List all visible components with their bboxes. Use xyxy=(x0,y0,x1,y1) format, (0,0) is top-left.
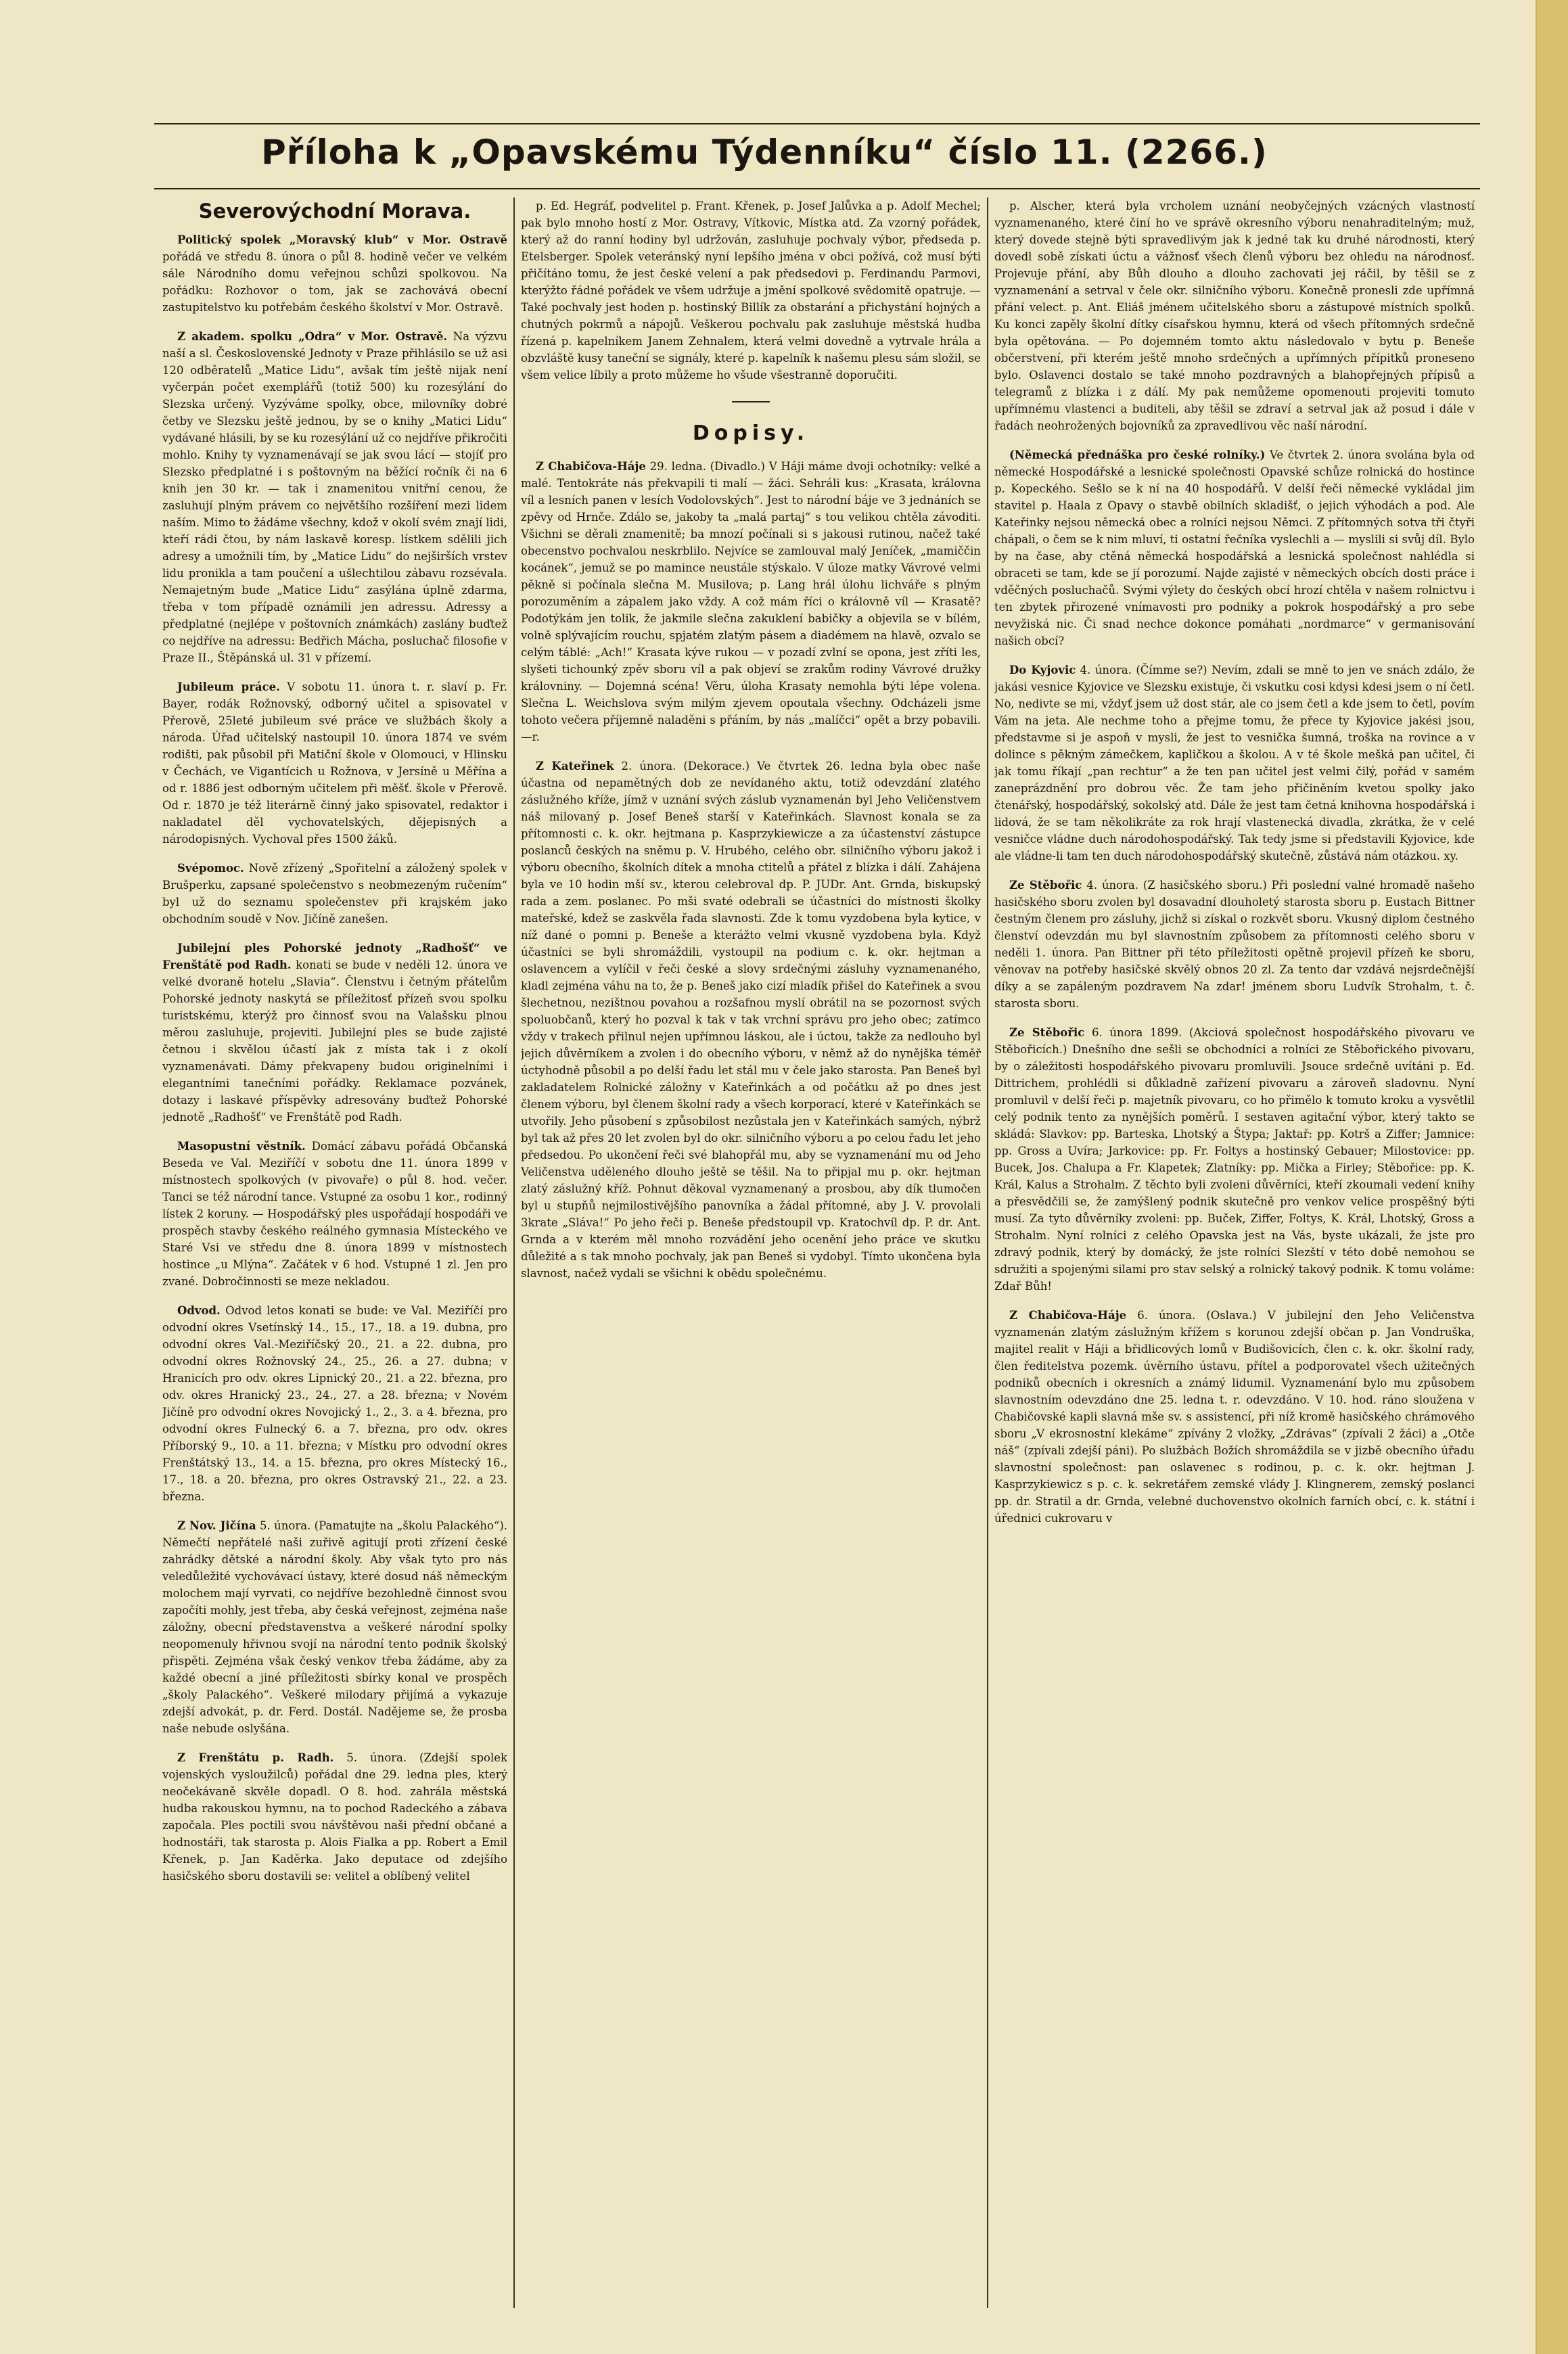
article-lead: Ze Stěbořic xyxy=(1009,879,1082,892)
article-text: 5. února. (Pamatujte na „školu Palackého“). Němečtí nepřátelé naši zuřivě agitují proti zřízení české zahrádky dětské a národní školy. Aby však tyto pro nás veledůležité vychovávací ústavy, které dosud náš německým molochem mají vyrvati, co nejdříve bezohledně činnost svou započíti mohly, jest třeba, aby česká veřejnost, zejména naše záložny, obecní představenstva a veškeré národní spolky neopomenuly hřivnou svojí na národní tento podnik školský přispěti. Zejména však český venkov třeba žádáme, aby za každé obecní a jiné příležitosti sbírky konal ve prospěch „školy Palackého“. Veškeré milodary přijímá a vykazuje zdejší advokát, p. dr. Ferd. Dostál. Nadějeme se, že prosba naše nebude oslyšána. xyxy=(162,1519,507,1735)
article-lead: Z Nov. Jičína xyxy=(177,1519,256,1532)
column-divider-1 xyxy=(513,198,515,2308)
section-title-severovychodni-morava: Severovýchodní Morava. xyxy=(198,200,471,223)
column-1 xyxy=(162,198,507,2308)
article-paragraph xyxy=(994,662,1475,864)
article-text: Na výzvu naší a sl. Československé Jednoty v Praze přihlásilo se už asi 120 odběratelů „Matice Lidu“, avšak tím ještě nijak není vyčerpán počet exemplářů (totiž 500) ku rozesýlání do Slezska určený. Vyzýváme spolky, obce, milovníky dobré četby ve Slezsku ještě jednou, by se o knihy „Matici Lidu“ vydávané hlásili, by se ku rozesýlání už co nejdříve přikročiti mohlo. Knihy ty vyznamenávají se jak svou lácí — stojíť pro Slezsko předplatné i s poštovným na běžící ročník či na 6 knih jen 30 kr. — tak i znamenitou vnitřní cenou, že zasluhují plným právem co největšího rozšíření mezi lidem naším. Mimo to žádáme všechny, kdož v okolí svém znají lidi, kteří rádi čtou, by nám laskavě koresp. lístkem sdělili jich adresy a umožnili tím, by „Matice Lidu“ do nejširších vrstev lidu pronikla a tam poučení a ušlechtilou zábavu rozsévala. Nemajetným bude „Matice Lidu“ zasýlána úplně zdarma, třeba v tom případě oznámili jen adressu. Adressy a předplatné (nejlépe v poštovních známkách) zaslány buďtež co nejdříve na adressu: Bedřich Mácha, posluchač filosofie v Praze II., Štěpánská ul. 31 v přízemí. xyxy=(162,330,507,664)
article-paragraph xyxy=(521,758,981,1282)
article-lead: Masopustní věstník. xyxy=(177,1140,306,1153)
column-3-articles xyxy=(994,198,1475,1527)
article-gap xyxy=(994,1295,1475,1307)
article-text: 5. února. (Zdejší spolek vojenských vysloužilců) pořádal dne 29. ledna ples, který neočekávaně skvěle dopadl. O 8. hod. zahrála městská hudba rakouskou hymnu, na to pochod Radeckého a zábava započala. Ples poctili svou návštěvou naši přední občané a hodnostáři, tak starosta p. Alois Fialka a pp. Robert a Emil Křenek, p. Jan Kaděrka. Jako deputace od zdejšího hasičského sboru dostavili se: velitel a oblíbený velitel xyxy=(162,1751,507,1883)
article-text: Ve čtvrtek 2. února svolána byla od německé Hospodářské a lesnické společnosti Opavské schůze rolnická do hostince p. Kopeckého. Sešlo se k ní na 40 hospodářů. V delší řeči německé vykládal jim stavitel p. Haala z Opavy o stavbě obilních skladišť, o jejich výhodách a pod. Ale Kateřinky nejsou německá obec a rolníci nejsou Němci. Z přítomných sotva tři čtyři chápali, o čem se k nim mluví, ti ostatní řečníka vyslechli a — myslili si svůj díl. Bylo by na čase, aby ctěná německá hospodářská a lesnická společnost nahlédla si obraceti se tam, kde se jí porozumí. Najde zajisté v německých obcích dosti práce i vděčných posluchačů. Svými výlety do českých obcí hrozí chtěla v našem rolnictvu i ten zbytek přirozené vnímavosti pro podniky a pokrok hospodářský a pro sebe nevyžiská nic. Či snad nechce dokonce pomáhati „nordmarce“ v germanisování našich obcí? xyxy=(994,448,1475,647)
page-heading: Příloha k „Opavskému Týdenníku“ číslo 11. (2266.) xyxy=(261,133,1268,172)
column-2 xyxy=(521,198,981,2308)
article-lead: Z Chabičova-Háje xyxy=(536,460,646,473)
article-text: 6. února. (Oslava.) V jubilejní den Jeho Veličenstva vyznamenán zlatým záslužným křížem s korunou zdejší občan p. Jan Vondruška, majitel realit v Háji a břidlicových lomů v Budišovicích, člen c. k. okr. školní rady, člen ředitelstva pozemk. úvěrního ústavu, přítel a podporovatel všech užitečných podniků obecních i okresních a známý lidumil. Vyznamenání bylo mu způsobem slavnostním odevzdáno dne 25. ledna t. r. odevzdáno. V 10. hod. ráno sloužena v Chabičovské kapli slavná mše sv. s assistencí, při níž kromě hasičského chrámového sboru „V ekrosnostní klekáme“ zpívány 2 vložky, „Zdrávas“ (zpívali 2 žáci) a „Otče náš“ (zpívali zdejší páni). Po službách Božích shromáždila se v jizbě obecního úřadu slavnostní společnost: pan oslavenec s rodinou, p. c. k. okr. hejtman J. Kasprzykiewicz s p. c. k. sekretářem zemské vlády J. Klingnerem, zemský poslanci pp. dr. Stratil a dr. Grnda, velebné duchovenstvo okolních farních obcí, c. k. státní i úřednici cukrovaru v xyxy=(994,1309,1475,1525)
article-paragraph xyxy=(521,458,981,745)
article-text: 29. ledna. (Divadlo.) V Háji máme dvoji ochotníky: velké a malé. Tentokráte nás překvapili ti malí — žáci. Sehráli kus: „Krasata, královna víl a lesních panen v lesích Vodolovských“. Jest to národní báje ve 3 jednáních se zpěvy od Hrnče. Zdálo se, jakoby ta „malá partaj“ s tou velikou chtěla závoditi. Všichni se děrali znamenitě; ba mnozí počínali si s jakousi rutinou, načež také obecenstvo pochvalou neskrblilo. Nejvíce se zamlouval malý Jeníček, „mamiččin kocánek“, jemuž se po mamince neustále stýskalo. V úloze matky Vávrové velmi pěkně si počínala slečna M. Musilova; p. Lang hrál úlohu lichváře s plným porozuměním a zápalem jako vždy. A což mám říci o královně víl — Krasatě? Podotýkám jen tolik, že jakmile slečna zakuklení babičky a objevila se v bílém, volně splývajícím rouchu, spjatém zlatým pásem a diadémem na hlavě, ozvalo se celým táblé: „Ach!“ Krasata kýve rukou — v pozadí zvlní se opona, jest zříti les, slyšeti tichounký zpěv sboru víl a pak objeví se zrakům rodiny Vávrové družky královniny. — Dojemná scéna! Věru, úloha Krasaty nemohla býti lépe volena. Slečna L. Weichslova svým milým zjevem opoutala všechny. Odcházeli jsme tohoto večera příjemně naladěni s přáním, by nás „malíčci“ opět a brzy pobavili. —r. xyxy=(521,460,981,743)
article-lead: Jubilejní ples Pohorské jednoty „Radhošť“ ve Frenštátě pod Radh. xyxy=(162,942,507,971)
article-lead: Z akadem. spolku „Odra“ v Mor. Ostravě. xyxy=(177,330,448,343)
article-text: V sobotu 11. února t. r. slaví p. Fr. Bayer, rodák Rožnovský, odborný učitel a spisovatel v Přerově, 25leté jubileum své práce ve službách školy a národa. Úřad učitelský nastoupil 10. února 1874 ve svém rodišti, pak působil při Matiční škole v Olomouci, v Hlinsku v Čechách, ve Vigantícich u Rožnova, v Jersíně u Měřína a od r. 1886 jest odborným učitelem při měšť. škole v Přerově. Od r. 1870 je též literárně činný jako spisovatel, redaktor i nakladatel děl vychovatelských, dějepisných a národopisných. Vychoval přes 1500 žáků. xyxy=(162,680,507,846)
article-paragraph xyxy=(162,860,507,927)
article-paragraph xyxy=(162,328,507,666)
article-lead: Ze Stěbořic xyxy=(1009,1026,1085,1039)
article-paragraph xyxy=(162,1138,507,1290)
article-paragraph xyxy=(994,877,1475,1012)
article-text: konati se bude v neděli 12. února ve velké dvoraně hotelu „Slavia“. Členstvu i četným přátelům Pohorské jednoty naskytá se příležitosť přízeň svou spolku turistskému, kterýž pro činnosť svou na Valašsku plnou měrou zasluhuje, projeviti. Jubilejní ples se bude zajisté četnou i skvělou účastí jak z místa tak i z okolí vyznamenávati. Dámy překvapeny budou originelními i elegantními tanečními pořádky. Reklamace pozvánek, dotazy i laskavé příspěvky adresovány buďtež Pohorské jednotě „Radhošť“ ve Frenštátě pod Radh. xyxy=(162,959,507,1124)
article-gap xyxy=(994,649,1475,662)
article-continuation: p. Ed. Hegráf, podvelitel p. Frant. Křenek, p. Josef Jalůvka a p. Adolf Mechel; pak bylo mnoho hostí z Mor. Ostravy, Vítkovic, Místka atd. Za vzorný pořádek, který až do ranní hodiny byl udržován, zasluhuje pochvaly výbor, předseda p. Etelsberger. Spolek veteránský nyní lepšího jména v obci požívá, což musí býti přičítáno tomu, že jest české velení a pak předsedovi p. Ferdinandu Parmovi, kterýžto řádné pořádek ve všem udržuje a jmění spolkové svědomitě opatruje. — Také pochvaly jest hoden p. hostinský Billík za obstarání a přichystání hojných a chutných pokrmů a nápojů. Veškerou pochvalu pak zasluhuje městská hudba řízená p. kapelníkem Janem Zehnalem, která velmi dovedně a vytrvale hrála a obzvláště kusy taneční se signály, které p. kapelník k našemu plesu sám složil, se všem velice líbily a proto můžeme ho všude všestranně doporučiti. xyxy=(521,200,981,382)
article-gap xyxy=(162,1126,507,1138)
section-title-dopisy: Dopisy. xyxy=(692,421,810,445)
article-gap xyxy=(994,864,1475,877)
column-divider-2 xyxy=(987,198,988,2308)
column-1-articles xyxy=(162,231,507,1885)
article-text: 6. února 1899. (Akciová společnost hospodářského pivovaru ve Stěbořicích.) Dnešního dne sešli se obchodníci a rolníci ze Stěbořického pivovaru, by o záležitosti hospodářského pivovaru promluvili. Jsouce srdečně uvítáni p. Ed. Dittrichem, prohlédli si důkladně zařízení pivovaru a zároveň sladovnu. Nyní promluvil v delší řeči p. majetník pivovaru, co ho přimělo k tomuto kroku a vysvětlil celý podnik tento za nynějších poměrů. I sestaven agitační výbor, který takto se skládá: Slavkov: pp. Barteska, Lhotský a Štypa; Jaktař: pp. Kotrš a Ziffer; Jamnice: pp. Gross a Uvíra; Jarkovice: pp. Fr. Foltys a hostinský Gebauer; Milostovice: pp. Bucek, Jos. Chalupa a Fr. Klapetek; Zlatníky: pp. Mička a Firley; Stěbořice: pp. K. Král, Kalus a Strohalm. Z těchto byli zvoleni důvěrníci, kteří zkoumali vedení knihy a přesvědčili se, že zamýšlený podnik skutečně pro venkov velice prospěšný býti musí. Za tyto důvěrníky zvoleni: pp. Buček, Ziffer, Foltys, K. Král, Lhotský, Gross a Strohalm. Nyní rolníci z celého Opavska jest na Vás, byste ukázali, že jste pro zdravý podnik, který by domácký, že jste rolníci Slezští v této době nemohou se sdružiti a spojenými silami pro stav selský a rolnický takový podnik. K tomu voláme: Zdař Bůh! xyxy=(994,1026,1475,1293)
article-gap xyxy=(994,1012,1475,1024)
article-paragraph xyxy=(994,198,1475,434)
article-paragraph xyxy=(162,940,507,1126)
article-paragraph xyxy=(994,1024,1475,1295)
article-gap xyxy=(162,666,507,678)
article-lead: Z Chabičova-Háje xyxy=(1009,1309,1127,1322)
article-text: p. Alscher, která byla vrcholem uznání neobyčejných vzácných vlastností vyznamenaného, které činí ho ve správě okresního výboru nenahraditelným; muž, který dovede stejně býti spravedlivým jak k jedné tak ku druhé národnosti, který dovedl sobě získati úctu a vážnosť všech členů výboru bez ohledu na národnosť. Projevuje přání, aby Bůh dlouho a dlouho zachovati jej ráčil, by těšil se z vyznamenání a setrval v čele okr. silničního výboru. Konečně pronesli zde upřímná přání velect. p. Ant. Eliáš jménem učitelského sboru a zástupové místních spolků. Ku konci zapěly školní dítky císařskou hymnu, která od všech přítomných srdečně byla opětována. — Po dojemném tomto aktu následovalo v bytu p. Beneše občerstvení, při kterém ještě mnoho srdečných a upřímných přípitků proneseno bylo. Oslavenci dostalo se také mnoho pozdravných a blahopřejných přípisů a telegramů z blízka i z dálí. My pak nemůžeme opomenouti projeviti tomuto upřímnému vlastenci a buditeli, aby těšil se zdraví a setrval jak až posud i dále v řadách neohrožených bojovníků za zpravedlivou věc naší národní. xyxy=(994,200,1475,432)
article-text: pořádá ve středu 8. února o půl 8. hodině večer ve velkém sále Národního domu veřejnou schůzi spolkovou. Na pořádku: Rozhovor o tom, jak se zachovává obecní zastupitelstvo ku potřebám českého školství v Mor. Ostravě. xyxy=(162,250,507,314)
section-rule xyxy=(732,401,770,402)
article-paragraph xyxy=(162,1749,507,1885)
page-edge xyxy=(1536,0,1568,2354)
article-lead: Do Kyjovic xyxy=(1009,664,1076,676)
article-text: 2. února. (Dekorace.) Ve čtvrtek 26. ledna byla obec naše účastna od nepamětných dob ze nevídaného aktu, totiž odevzdání zlatého záslužného kříže, jímž v uznání svých záslub vyznamenán byl Jeho Veličenstvem náš milovaný p. Josef Beneš starší v Kateřinkách. Slavnost konala se za přítomnosti c. k. okr. hejtmana p. Kasprzykiewicze a za účastenství zástupce poslanců českých na sněmu p. V. Hrubého, celého obr. silničního výboru jakož i výboru obecního, školních dítek a mnoha ctitelů a přátel z blízka i dálí. Zahájena byla ve 10 hodin mší sv., kterou celebroval dp. P. JUDr. Ant. Grnda, biskupský rada a zem. poslanec. Po mši svaté odebrali se účastníci do místnosti školky mateřské, kdež se zaskvěla řada slavnosti. Zde k tomu vyzdobena byla kytice, v níž dané o pomni p. Beneše a kterážto velmi vkusně vyzdobena byla. Když účastníci se byli shromáždili, vystoupil na podium c. k. okr. hejtman a oslavencem a vylíčil v řeči české a slovy srdečnými zásluhy vyznamenaného, kladl zejména váhu na to, že p. Beneš jako cizí mladík přišel do Kateřinek a svou šlechetnou, nezištnou povahou a rozšafnou myslí obrátil na se pozornost svých spoluobčanů, který ho pozval k tak v tak vrchní správu pro jeho obec; zatímco vždy v trakech přilnul nejen upřímnou láskou, ale i úctou, takže za nedlouho byl jejich důvěrníkem a zvolen i do obecního výboru, v němž až do nynějška téměř úctyhodně působil a po delší řadu let stál mu v čele jako starosta. Pan Beneš byl zakladatelem Rolnické záložny v Kateřinkách a od počátku až po dnes jest členem výboru, byl členem školní rady a všech korporací, které v Kateřinkách se utvořily. Jeho působení s způsobilost nezůstala jen v Kateřinkách samých, nýbrž byl tak až přes 20 let zvolen byl do okr. silničního výboru a po celou řadu let jeho předsedou. Po ukončení řeči své blahopřál mu, aby se vyznamenání mu od Jeho Veličenstva uděleného dlouho ještě se těšil. Na to připjal mu p. okr. hejtman zlatý záslužný kříž. Pohnut děkoval vyznamenaný a prosbou, aby dík tlumočen byl u stupňů nejmilostivějšího panovníka a žádal přítomné, aby J. V. provolali 3krate „Sláva!“ Po jeho řeči p. Beneše předstoupil vp. Kratochvíl dp. P. dr. Ant. Grnda a v kterém měl mnoho rozvádění jeho ocenění jeho práce ve skutku důležité a s tak mnoho pochvaly, jak pan Beneš si vydobyl. Tímto ukončena byla slavnost, načež vydali se všichni k obědu společnému. xyxy=(521,760,981,1280)
article-text: 4. února. (Čímme se?) Nevím, zdali se mně to jen ve snách zdálo, že jakási vesnice Kyjovice ve Slezsku existuje, či vskutku cosi kdysi kdesi jsem o ní četl. No, nedivte se mi, vždyť jsem už dost stár, ale co jsem četl a kde jsem to četl, povím Vám na jeta. Ale nechme toho a přejme tomu, že přece ty Kyjovice jakési jsou, představme si je aspoň v mysli, že jest to vesnička šumná, troška na rovince a v dolince s pěkným zámečkem, kapličkou a školou. A v té škole mešká pan učitel, či jak tomu říkají „pan rechtur“ a že ten pan učitel jest velmi čilý, pořád v samém zaneprázdnění pro dobrou věc. Že tam jeho přičiněním kvetou spolky jako čtenářský, hospodářský, sokolský atd. Dále že jest tam četná knihovna hospodářská i lidová, že se tam několikráte za rok hrají vlastenecká divadla, zkrátka, že v celé vesničce vládne duch národohospodářský. Tak tedy jsme si představili Kyjovice, kde ale vládne-li tam ten duch národohospodářský skutečně, zůstává nám otázkou. xy. xyxy=(994,664,1475,862)
article-lead: Z Kateřinek xyxy=(536,760,614,772)
heading-rule-top xyxy=(154,123,1480,124)
article-gap xyxy=(162,848,507,860)
article-paragraph xyxy=(994,1307,1475,1527)
article-lead: Svépomoc. xyxy=(177,862,244,875)
article-text: Domácí zábavu pořádá Občanská Beseda ve Val. Meziříčí v sobotu dne 11. února 1899 v místnostech spolkových (v pivovaře) o půl 8. hod. večer. Tanci se též národní tance. Vstupné za osobu 1 kor., rodinný lístek 2 koruny. — Hospodářský ples uspořádají hospodáři ve prospěch stavby českého reálného gymnasia Místeckého ve Staré Vsi ve středu dne 8. února 1899 v místnostech hostince „u Mlýna“. Začátek v 6 hod. Vstupné 1 zl. Jen pro zvané. Dobročinnosti se meze nekladou. xyxy=(162,1140,507,1288)
article-text: Nově zřízený „Spořitelní a záložený spolek v Brušperku, zapsané společenstvo s neobmezeným ručením“ byl už do seznamu společenstev při krajském jako obchodním soudě v Nov. Jičíně zanešen. xyxy=(162,862,507,925)
article-lead: Z Frenštátu p. Radh. xyxy=(177,1751,334,1764)
column-2-articles xyxy=(521,458,981,1282)
article-lead: Jubileum práce. xyxy=(177,680,280,693)
article-gap xyxy=(162,1290,507,1302)
article-gap xyxy=(162,927,507,940)
article-paragraph xyxy=(162,231,507,316)
article-paragraph xyxy=(994,446,1475,649)
article-text: 4. února. (Z hasičského sboru.) Při poslední valné hromadě našeho hasičského sboru zvolen byl dosavadní dlouholetý starosta sboru p. Eustach Bittner čestným členem pro zásluhy, jichž si získal o rozkvět sboru. Vkusný diplom čestného členství odevzdán mu byl slavnostním způsobem za přítomnosti celého sboru v neděli 1. února. Pan Bittner při této příležitosti opětně projevil přízeň ke sboru, věnovav na potřeby hasičské skvělý obnos 20 zl. Za tento dar vzdává nejsrdečnější díky a se zapáleným pozdravem Na zdar! jménem sboru Ludvík Strohalm, t. č. starosta sboru. xyxy=(994,879,1475,1010)
article-lead: Politický spolek „Moravský klub“ v Mor. Ostravě xyxy=(177,233,507,246)
article-paragraph xyxy=(162,1517,507,1737)
article-lead: Odvod. xyxy=(177,1304,221,1317)
article-paragraph xyxy=(162,1302,507,1505)
article-paragraph xyxy=(162,678,507,848)
article-gap xyxy=(162,316,507,328)
article-gap xyxy=(521,745,981,758)
article-gap xyxy=(162,1505,507,1517)
heading-rule-bottom xyxy=(154,188,1480,189)
article-text: Odvod letos konati se bude: ve Val. Meziříčí pro odvodní okres Vsetínský 14., 15., 17., 18. a 19. dubna, pro odvodní okres Val.-Meziříčský 20., 21. a 22. dubna, pro odvodní okres Rožnovský 24., 25., 26. a 27. dubna; v Hranicích pro odv. okres Lipnický 20., 21. a 22. března, pro odv. okres Hranický 23., 24., 27. a 28. března; v Novém Jičíně pro odvodní okres Novojický 1., 2., 3. a 4. března, pro odvodní okres Fulnecký 6. a 7. března, pro odv. okres Příborský 9., 10. a 11. března; v Místku pro odvodní okres Frenštátský 13., 14. a 15. března, pro okres Místecký 16., 17., 18. a 20. března, pro okres Ostravský 21., 22. a 23. března. xyxy=(162,1304,507,1503)
column-3 xyxy=(994,198,1475,2308)
article-lead: (Německá přednáška pro české rolníky.) xyxy=(1009,448,1266,461)
article-gap xyxy=(994,434,1475,446)
article-gap xyxy=(162,1737,507,1749)
